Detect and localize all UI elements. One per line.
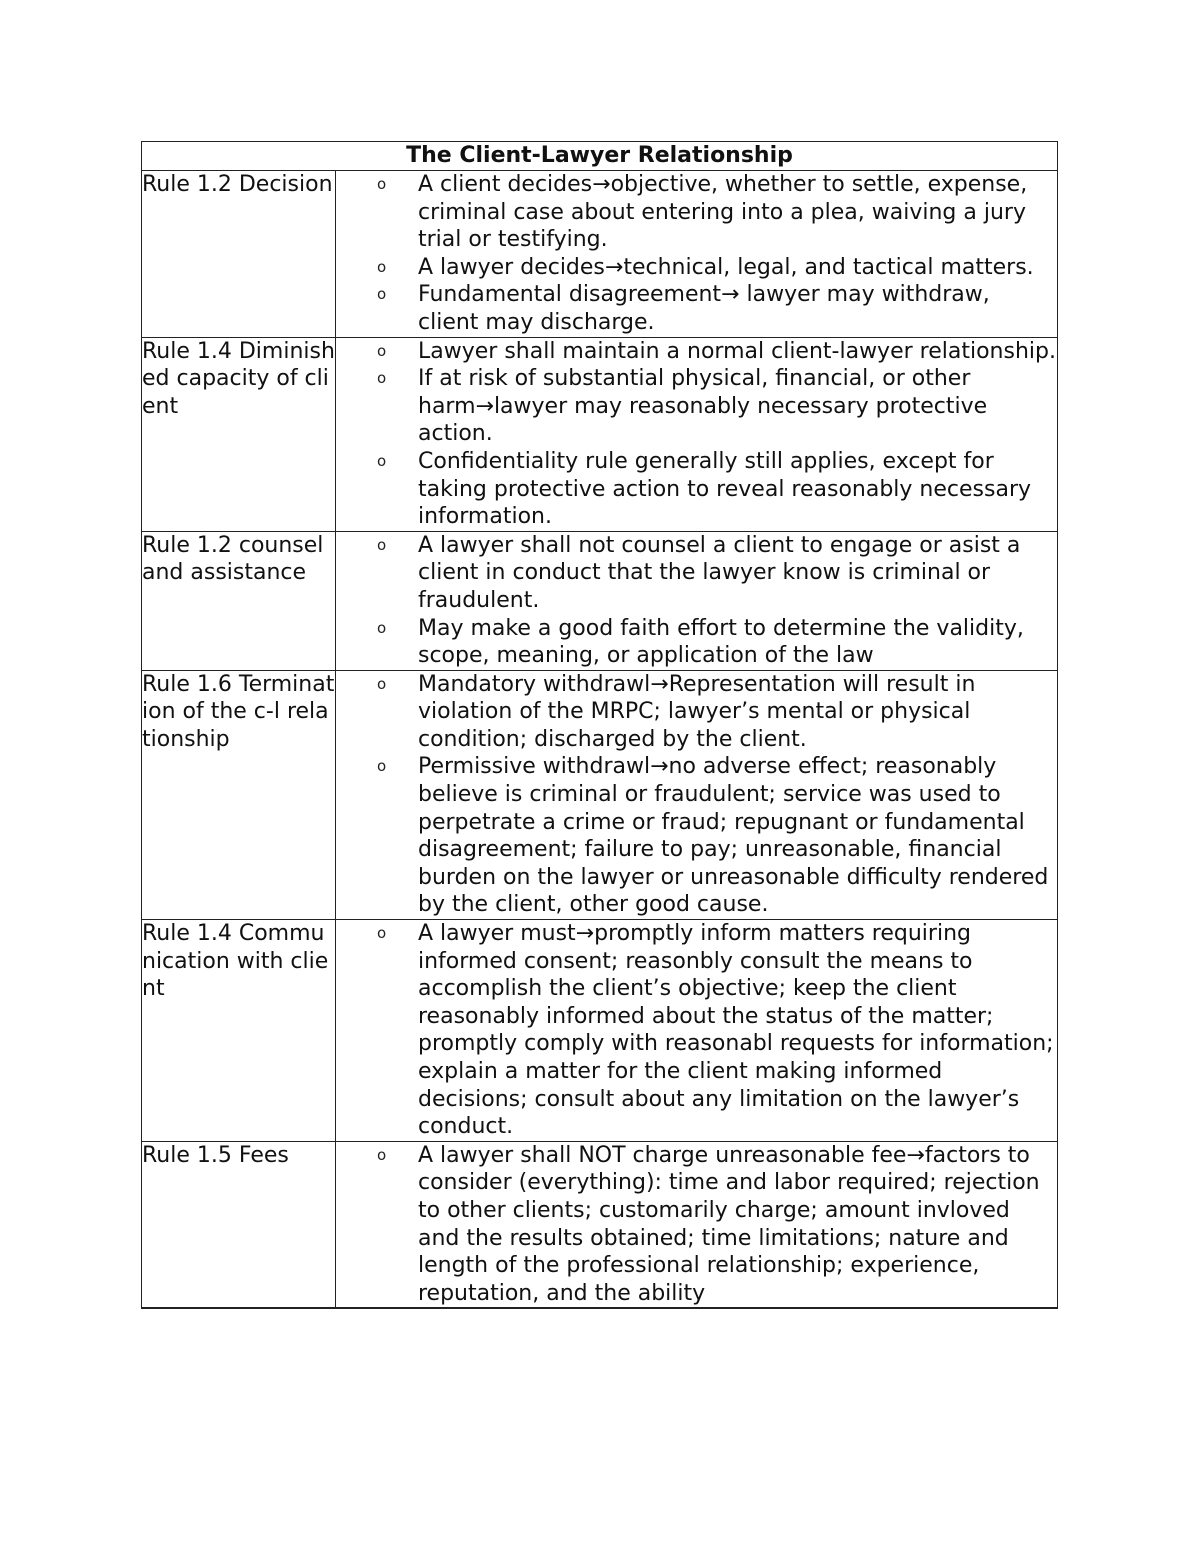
bullet-text: A lawyer must→promptly inform matters requiring informed consent; reasonbly consult the means to accomplish the client’s objective; keep the client reasonably informed about the status of the matter; promptly comply with reasonabl requests for information; explain a matter for the client making informed decisions; consult about any limitation on the lawyer’s conduct. — [418, 921, 1054, 1140]
circle-bullet-icon: o — [377, 757, 387, 776]
rule-name: Rule 1.4 Communication with client — [142, 921, 329, 1002]
rule-name-cell — [142, 920, 336, 1142]
bullet-list — [336, 171, 1057, 337]
circle-bullet-icon: o — [377, 618, 387, 637]
rule-name: Rule 1.2 Decision — [142, 172, 333, 197]
circle-bullet-icon: o — [377, 285, 387, 304]
bullet-text: Fundamental disagreement→ lawyer may withdraw, client may discharge. — [418, 282, 990, 335]
bullet-text: A lawyer decides→technical, legal, and tactical matters. — [418, 254, 1034, 280]
circle-bullet-icon: o — [377, 175, 387, 193]
rule-body-cell — [336, 1141, 1058, 1308]
bullet-text: Lawyer shall maintain a normal client-lawyer relationship. — [418, 338, 1056, 364]
rule-name: Rule 1.2 counsel and assistance — [142, 532, 324, 586]
list-item — [336, 448, 1057, 531]
circle-bullet-icon: o — [377, 257, 387, 276]
bullet-list — [336, 532, 1057, 670]
list-item — [336, 671, 1057, 754]
bullet-text: Permissive withdrawl→no adverse effect; reasonably believe is criminal or fraudulent; service was used to perpetrate a crime or fraud; repugnant or fundamental disagreement; failure to pay; unreasonable, financial burden on the lawyer or unreasonable difficulty rendered by the client, other good cause. — [418, 754, 1049, 918]
rule-name-cell — [142, 1141, 336, 1308]
circle-bullet-icon: o — [377, 535, 387, 554]
list-item — [336, 1142, 1057, 1308]
list-item — [336, 532, 1057, 615]
circle-bullet-icon: o — [377, 674, 387, 693]
list-item — [336, 281, 1057, 336]
bullet-text: Mandatory withdrawl→Representation will result in violation of the MRPC; lawyer’s mental or physical condition; discharged by the client. — [418, 671, 976, 752]
table-row — [142, 670, 1058, 919]
list-item — [336, 753, 1057, 919]
table-row — [142, 920, 1058, 1142]
rule-name-cell — [142, 337, 336, 531]
bullet-text: May make a good faith effort to determine the validity, scope, meaning, or application of the law — [418, 615, 1024, 669]
rule-name-cell — [142, 670, 336, 919]
bullet-list — [336, 920, 1057, 1141]
table-title: The Client-Lawyer Relationship — [142, 142, 1058, 171]
rules-table — [141, 141, 1058, 1309]
rule-body-cell — [336, 920, 1058, 1142]
list-item — [336, 920, 1057, 1141]
rule-name: Rule 1.5 Fees — [142, 1142, 289, 1168]
bullet-text: A lawyer shall not counsel a client to engage or asist a client in conduct that the lawyer know is criminal or fraudulent. — [418, 532, 1021, 613]
bullet-text: A lawyer shall NOT charge unreasonable fee→factors to consider (everything): time and labor required; rejection to other clients; customarily charge; amount invloved and the results obtained; time limitations; nature and length of the professional relationship; experience, reputation, and the ability — [418, 1142, 1040, 1306]
list-item — [336, 365, 1057, 448]
bullet-text: Confidentiality rule generally still applies, except for taking protective action to reveal reasonably necessary information. — [418, 448, 1032, 530]
bullet-text: A client decides→objective, whether to settle, expense, criminal case about entering into a plea, waiving a jury trial or testifying. — [418, 172, 1028, 253]
list-item — [336, 338, 1057, 366]
bullet-list — [336, 338, 1057, 531]
bullet-list — [336, 671, 1057, 919]
list-item — [336, 615, 1057, 670]
bullet-text: If at risk of substantial physical, financial, or other harm→lawyer may reasonably necessary protective action. — [418, 366, 988, 447]
circle-bullet-icon: o — [377, 1145, 387, 1164]
rule-name: Rule 1.6 Termination of the c-l relationship — [142, 671, 335, 752]
circle-bullet-icon: o — [377, 924, 387, 943]
table-row — [142, 337, 1058, 531]
rule-body-cell — [336, 670, 1058, 919]
rule-body-cell — [336, 337, 1058, 531]
bullet-list — [336, 1142, 1057, 1308]
rule-body-cell — [336, 531, 1058, 670]
rule-body-cell — [336, 171, 1058, 338]
rule-name: Rule 1.4 Diminished capacity of client — [142, 338, 335, 419]
list-item — [336, 171, 1057, 254]
rule-name-cell — [142, 171, 336, 338]
circle-bullet-icon: o — [377, 451, 387, 470]
table-row — [142, 1141, 1058, 1308]
table-row — [142, 171, 1058, 338]
list-item — [336, 254, 1057, 282]
title-row — [142, 142, 1058, 171]
rules-table-body — [142, 171, 1058, 1309]
circle-bullet-icon: o — [377, 341, 387, 360]
circle-bullet-icon: o — [377, 369, 387, 388]
rule-name-cell — [142, 531, 336, 670]
table-row — [142, 531, 1058, 670]
